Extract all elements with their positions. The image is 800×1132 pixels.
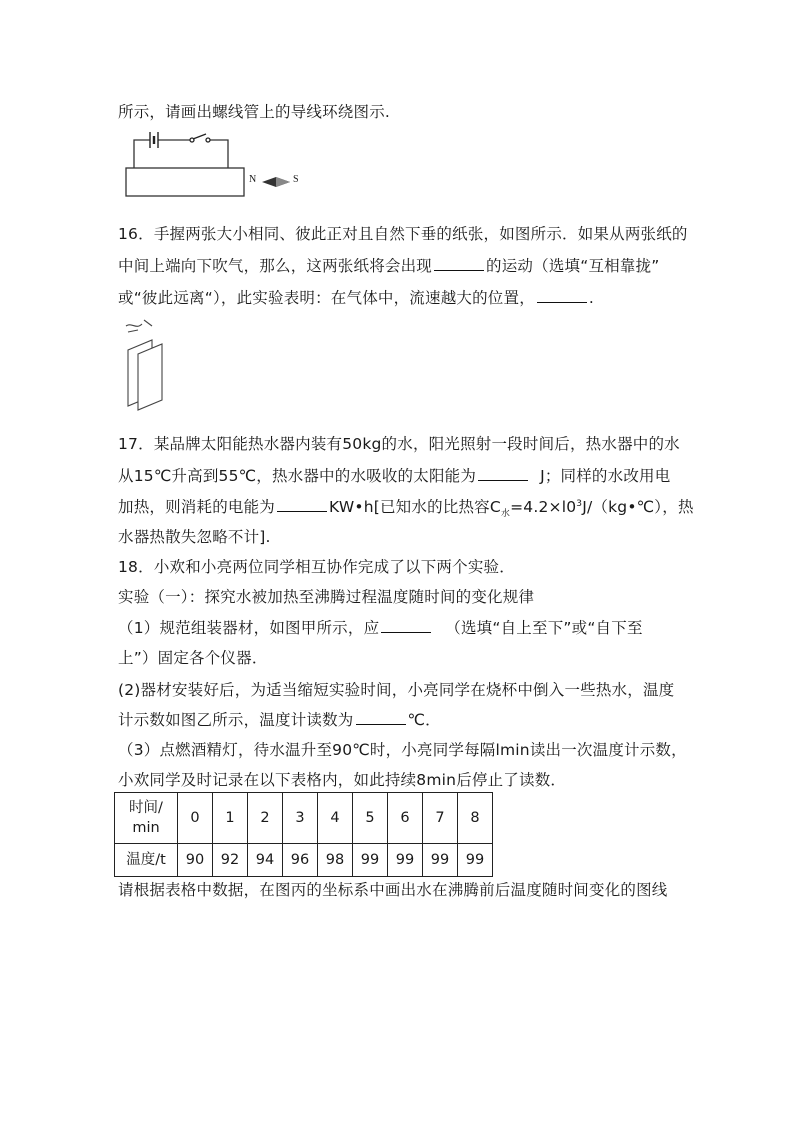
table-cell: 92 (213, 844, 248, 877)
circuit-wire (134, 140, 150, 168)
paper-sheet-front (138, 344, 162, 410)
line-15-end: 所示，请画出螺线管上的导线环绕图示. (118, 103, 391, 121)
answer-blank (537, 288, 587, 303)
q17-line-4: 水器热散失忽略不计]. (118, 528, 271, 546)
table-cell: 6 (388, 793, 423, 844)
q17-line-1: 17．某品牌太阳能热水器内装有50kg的水，阳光照射一段时间后，热水器中的水 (118, 435, 680, 453)
q18-line-4: 上”）固定各个仪器． (118, 649, 268, 667)
q18-line-8: 小欢同学及时记录在以下表格内，如此持续8min后停止了读数． (118, 771, 567, 789)
temperature-table (114, 792, 493, 877)
answer-blank (434, 256, 484, 271)
switch-icon (190, 134, 210, 142)
q18-line-2: 实验（一）：探究水被加热至沸腾过程温度随时间的变化规律 (118, 588, 535, 606)
q16-line-1: 16．手握两张大小相同、彼此正对且自然下垂的纸张，如图所示．如果从两张纸的 (118, 225, 688, 243)
table-cell: 5 (353, 793, 388, 844)
table-header-time: 时间/ min (115, 793, 178, 844)
battery-icon (150, 132, 158, 148)
answer-blank (356, 710, 406, 725)
table-header-temperature: 温度/t (115, 844, 178, 877)
table-row-time (115, 793, 493, 844)
q17-line-3: 加热，则消耗的电能为 KW•h[已知水的比热容$C_水=4.2\times l0^3J/(kg•℃)$，热 (118, 498, 694, 520)
table-cell: 96 (283, 844, 318, 877)
table-cell: 94 (248, 844, 283, 877)
q18-line-9: 请根据表格中数据，在图丙的坐标系中画出水在沸腾前后温度随时间变化的图线 (118, 881, 668, 899)
table-cell: 8 (458, 793, 493, 844)
table-cell: 99 (353, 844, 388, 877)
solenoid-body (126, 168, 244, 196)
paper-sheets-figure (118, 316, 178, 414)
magnet-n-label: N (249, 174, 257, 185)
table-cell: 99 (458, 844, 493, 877)
table-cell: 2 (248, 793, 283, 844)
table-cell: 3 (283, 793, 318, 844)
table-cell: 1 (213, 793, 248, 844)
table-cell: 0 (178, 793, 213, 844)
q16-line-3: 或“彼此远离“），此实验表明：在气体中，流速越大的位置， . (118, 289, 595, 307)
table-row-temperature (115, 844, 493, 877)
table-cell: 99 (388, 844, 423, 877)
magnet-s-label: S (293, 174, 299, 185)
table-cell: 99 (423, 844, 458, 877)
q18-line-3: （1）规范组装器材，如图甲所示，应 （选填“自上至下”或“自下至 (118, 619, 643, 637)
q18-line-1: 18．小欢和小亮两位同学相互协作完成了以下两个实验． (118, 558, 515, 576)
table-cell: 98 (318, 844, 353, 877)
q16-line-2: 中间上端向下吹气，那么，这两张纸将会出现 的运动（选填“互相靠拢” (118, 257, 660, 275)
table-cell: 90 (178, 844, 213, 877)
answer-blank (277, 497, 327, 512)
q18-line-7: （3）点燃酒精灯，待水温升至90℃时，小亮同学每隔lmin读出一次温度计示数， (118, 741, 687, 759)
q18-line-6: 计示数如图乙所示，温度计读数为 ℃． (118, 711, 441, 729)
q18-line-5: (2)器材安装好后，为适当缩短实验时间，小亮同学在烧杯中倒入一些热水，温度 (118, 681, 675, 699)
table-cell: 7 (423, 793, 458, 844)
answer-blank (381, 618, 431, 633)
q17-line-2: 从15℃升高到55℃，热水器中的水吸收的太阳能为 J；同样的水改用电 (118, 467, 671, 485)
table-cell: 4 (318, 793, 353, 844)
answer-blank (478, 466, 528, 481)
